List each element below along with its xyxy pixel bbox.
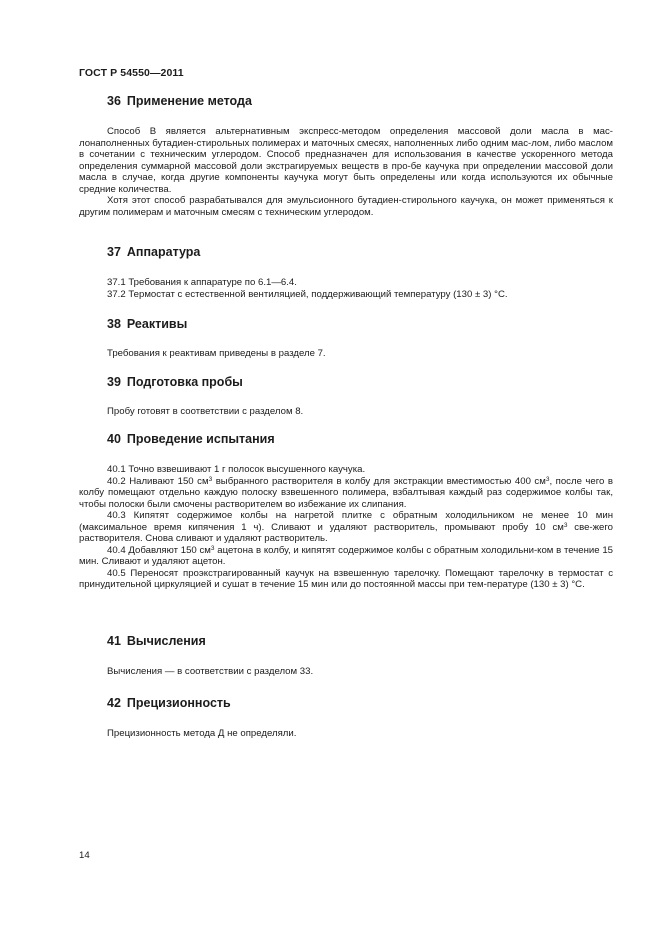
section-number: 41 — [107, 634, 121, 648]
paragraph: Вычисления — в соответствии с разделом 33. — [107, 666, 314, 677]
page-number: 14 — [79, 850, 90, 861]
section-41 — [79, 634, 613, 678]
section-title-text: Проведение испытания — [126, 432, 275, 446]
section-number: 42 — [107, 696, 121, 710]
section-body — [79, 728, 613, 740]
superscript: 3 — [563, 521, 568, 529]
section-title — [79, 432, 613, 447]
section-body — [79, 666, 613, 678]
section-title-text: Подготовка пробы — [126, 375, 243, 389]
section-body — [79, 406, 613, 418]
section-title — [79, 245, 613, 260]
paragraph: Пробу готовят в соответствии с разделом 8. — [107, 406, 304, 417]
paragraph: 40.1 Точно взвешивают 1 г полосок высушенного каучука. — [107, 464, 366, 475]
section-36 — [79, 94, 613, 218]
paragraph: Способ B является альтернативным экспресс-методом определения массовой доли масла в мас-лонаполненных бутадиен-стирольных полимерах и маточных смесях, наполненных либо одним мас-лом, либо маслом в сочетании с техническим углеродом. Способ предназначен для использования в качестве ускоренного метода определения суммарной массовой доли экстрагируемых веществ в про-бе каучука при определении массовой доли масла в случае, когда другие компоненты каучука могут быть определены или когда используются их обычные средние количества. — [79, 126, 613, 195]
section-title-text: Прецизионность — [126, 696, 231, 710]
text-run: выбранного растворителя в колбу для экстракции вместимостью 400 см — [212, 475, 546, 487]
paragraph: 37.2 Термостат с естественной вентиляцией, поддерживающий температуру (130 ± 3) °С. — [107, 288, 508, 300]
text-run: 40.2 Наливают 150 см — [107, 475, 209, 487]
text-run: , после чего в колбу помещают отдельно каждую полоску взвешенного полимера, взбалтывая каждый раз содержимое колбы так, чтобы полоски были смочены растворителем во избежание их слипания. — [79, 475, 613, 510]
section-title — [79, 94, 613, 109]
section-number: 38 — [107, 317, 121, 331]
paragraph: 37.1 Требования к аппаратуре по 6.1—6.4. — [107, 277, 297, 288]
section-title-text: Вычисления — [126, 634, 206, 648]
text-run: 40.3 Кипятят содержимое колбы на нагретой плитке с обратным холодильником не менее 10 мин (максимальное время кипячения 1 ч). Сливают и удаляют растворитель, промывают пробу 10 см — [79, 510, 613, 533]
paragraph: Требования к реактивам приведены в разделе 7. — [107, 348, 326, 359]
paragraph — [79, 510, 613, 545]
section-title — [79, 375, 613, 390]
section-37 — [79, 245, 613, 300]
paragraph: Хотя этот способ разрабатывался для эмульсионного бутадиен-стирольного каучука, он может применяться к другим полимерам и маточным смесям с техническим углеродом. — [79, 195, 613, 218]
section-title — [79, 634, 613, 649]
section-number: 39 — [107, 375, 121, 389]
text-run: 40.4 Добавляют 150 см — [107, 544, 211, 556]
document-header: ГОСТ Р 54550—2011 — [79, 67, 184, 79]
section-40 — [79, 432, 613, 591]
paragraph: Прецизионность метода Д не определяли. — [107, 728, 297, 739]
section-title — [79, 317, 613, 332]
section-39 — [79, 375, 613, 418]
section-number: 37 — [107, 245, 121, 259]
text-run: ацетона в колбу, и кипятят содержимое колбы с обратным холодильни-ком в течение 15 мин. Сливают и удаляют ацетон. — [79, 544, 614, 567]
text-run: све-жего растворителя. Снова сливают и удаляют растворитель. — [79, 521, 613, 544]
section-title-text: Реактивы — [126, 317, 188, 331]
section-title-text: Применение метода — [126, 94, 252, 108]
section-body — [79, 464, 613, 591]
section-body — [79, 277, 613, 300]
superscript: 3 — [545, 475, 550, 483]
section-38 — [79, 317, 613, 360]
paragraph — [79, 545, 613, 568]
section-title — [79, 696, 613, 711]
section-number: 40 — [107, 432, 121, 446]
paragraph — [79, 476, 613, 511]
section-body — [79, 348, 613, 360]
section-title-text: Аппаратура — [126, 245, 201, 259]
section-body — [79, 126, 613, 218]
section-number: 36 — [107, 94, 121, 108]
superscript: 3 — [210, 544, 215, 552]
section-42 — [79, 696, 613, 740]
paragraph: 40.5 Переносят проэкстрагированный каучук на взвешенную тарелочку. Помещают тарелочку в термостат с принудительной циркуляцией и сушат в течение 15 мин или до постоянной массы при тем-пературе (130 ± 3) °С. — [79, 567, 613, 590]
superscript: 3 — [208, 475, 213, 483]
